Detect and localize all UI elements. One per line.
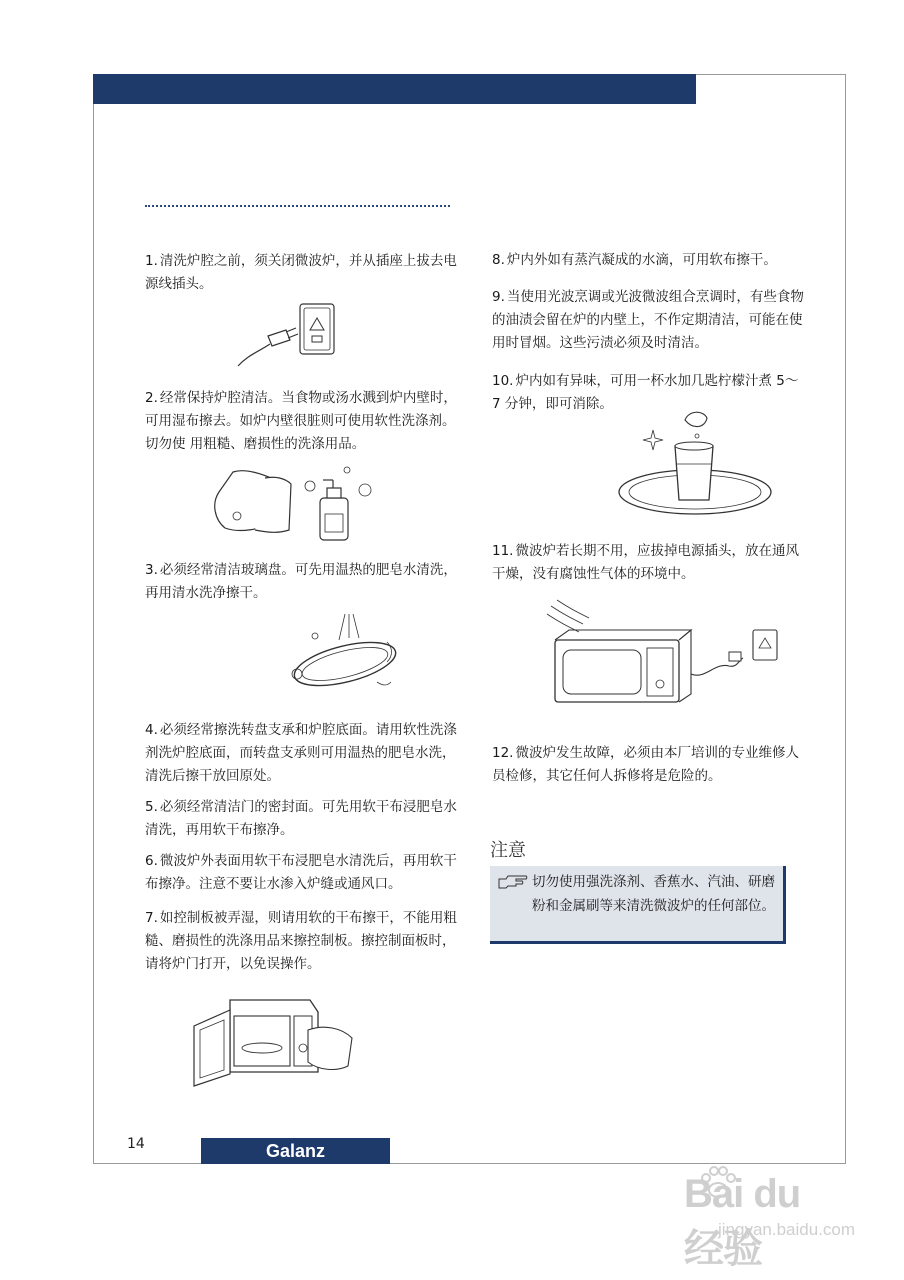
detergent-bottle-icon	[320, 498, 348, 540]
item-text: 如控制板被弄湿，则请用软的干布擦干，不能用粗糙、磨损性的洗涤用品来擦控制板。擦控制面板时，请将炉门打开，以免误操作。	[145, 910, 457, 972]
baidu-watermark	[606, 1168, 856, 1271]
item-text: 经常保持炉腔清洁。当食物或汤水溅到炉内壁时，可用湿布擦去。如炉内壁很脏则可使用软性洗涤剂。切勿使 用粗糙、磨损性的洗涤用品。	[145, 390, 457, 452]
unplug-illustration	[228, 300, 343, 372]
item-text: 必须经常清洁门的密封面。可先用软干布浸肥皂水清洗，再用软干布擦净。	[145, 799, 457, 838]
item-number: 5.	[145, 799, 158, 815]
sparkle-icon	[643, 430, 663, 450]
page-number: 14	[127, 1136, 145, 1152]
cloth-and-detergent-illustration	[205, 464, 380, 544]
item-5	[145, 796, 457, 842]
wall-socket-icon	[753, 630, 777, 660]
item-text: 炉内如有异味，可用一杯水加几匙柠檬汁煮 5～7 分钟，即可消除。	[492, 373, 799, 412]
item-9	[492, 286, 810, 355]
brand-logo: Galanz	[265, 1141, 326, 1161]
item-number: 1.	[145, 253, 158, 269]
item-text: 微波炉若长期不用，应拔掉电源插头，放在通风干燥，没有腐蚀性气体的环境中。	[492, 543, 799, 582]
item-number: 4.	[145, 722, 158, 738]
plug-icon	[268, 330, 290, 346]
lemon-water-illustration	[615, 408, 775, 518]
note-title: 注意	[490, 840, 526, 861]
item-7	[145, 907, 457, 976]
item-12	[492, 742, 802, 788]
dotted-divider	[145, 205, 450, 207]
header-bar	[93, 74, 696, 104]
item-11	[492, 540, 802, 586]
brand-bar	[201, 1138, 390, 1164]
item-number: 11.	[492, 543, 514, 559]
glass-tray-washing-illustration	[283, 612, 408, 694]
cloth-icon	[308, 1027, 352, 1069]
item-text: 当使用光波烹调或光波微波组合烹调时，有些食物的油渍会留在炉的内壁上，不作定期清洁，可能在使用时冒烟。这些污渍必须及时清洁。	[492, 289, 804, 351]
item-text: 清洗炉腔之前，须关闭微波炉，并从插座上拔去电源线插头。	[145, 253, 457, 292]
unplugged-microwave-illustration	[543, 600, 783, 710]
item-text: 微波炉外表面用软干布浸肥皂水清洗后，再用软干布擦净。注意不要让水渗入炉缝或通风口。	[145, 853, 457, 892]
item-text: 必须经常清洁玻璃盘。可先用温热的肥皂水清洗，再用清水洗净擦干。	[145, 562, 457, 601]
wall-socket-icon	[300, 304, 334, 354]
microwave-icon	[555, 640, 679, 702]
note-text: 切勿使用强洗涤剂、香蕉水、汽油、研磨粉和金属刷等来清洗微波炉的任何部位。	[532, 874, 775, 914]
open-door-icon	[194, 1010, 230, 1086]
item-4	[145, 719, 457, 788]
item-number: 2.	[145, 390, 158, 406]
item-number: 9.	[492, 289, 505, 305]
item-number: 8.	[492, 252, 505, 268]
open-microwave-wiping-illustration	[190, 990, 360, 1090]
item-text: 必须经常擦洗转盘支承和炉腔底面。请用软性洗涤剂洗炉腔底面，而转盘支承则可用温热的肥皂水洗，清洗后擦干放回原处。	[145, 722, 457, 784]
watermark-logo: Bai du 经验	[684, 1172, 801, 1271]
item-number: 3.	[145, 562, 158, 578]
item-1	[145, 250, 457, 296]
item-text: 微波炉发生故障，必须由本厂培训的专业维修人员检修，其它任何人拆修将是危险的。	[492, 745, 799, 784]
item-8	[492, 249, 812, 272]
pointing-hand-icon	[498, 875, 528, 889]
water-glass-icon	[675, 446, 713, 500]
item-number: 7.	[145, 910, 158, 926]
item-6	[145, 850, 460, 896]
watermark-url: jingyan.baidu.com	[718, 1220, 856, 1239]
item-text: 炉内外如有蒸汽凝成的水滴，可用软布擦干。	[506, 252, 777, 268]
lemon-icon	[685, 412, 707, 426]
item-2	[145, 387, 457, 456]
item-number: 6.	[145, 853, 158, 869]
note-box	[490, 866, 786, 944]
item-number: 12.	[492, 745, 514, 761]
item-number: 10.	[492, 373, 514, 389]
item-3	[145, 559, 457, 605]
